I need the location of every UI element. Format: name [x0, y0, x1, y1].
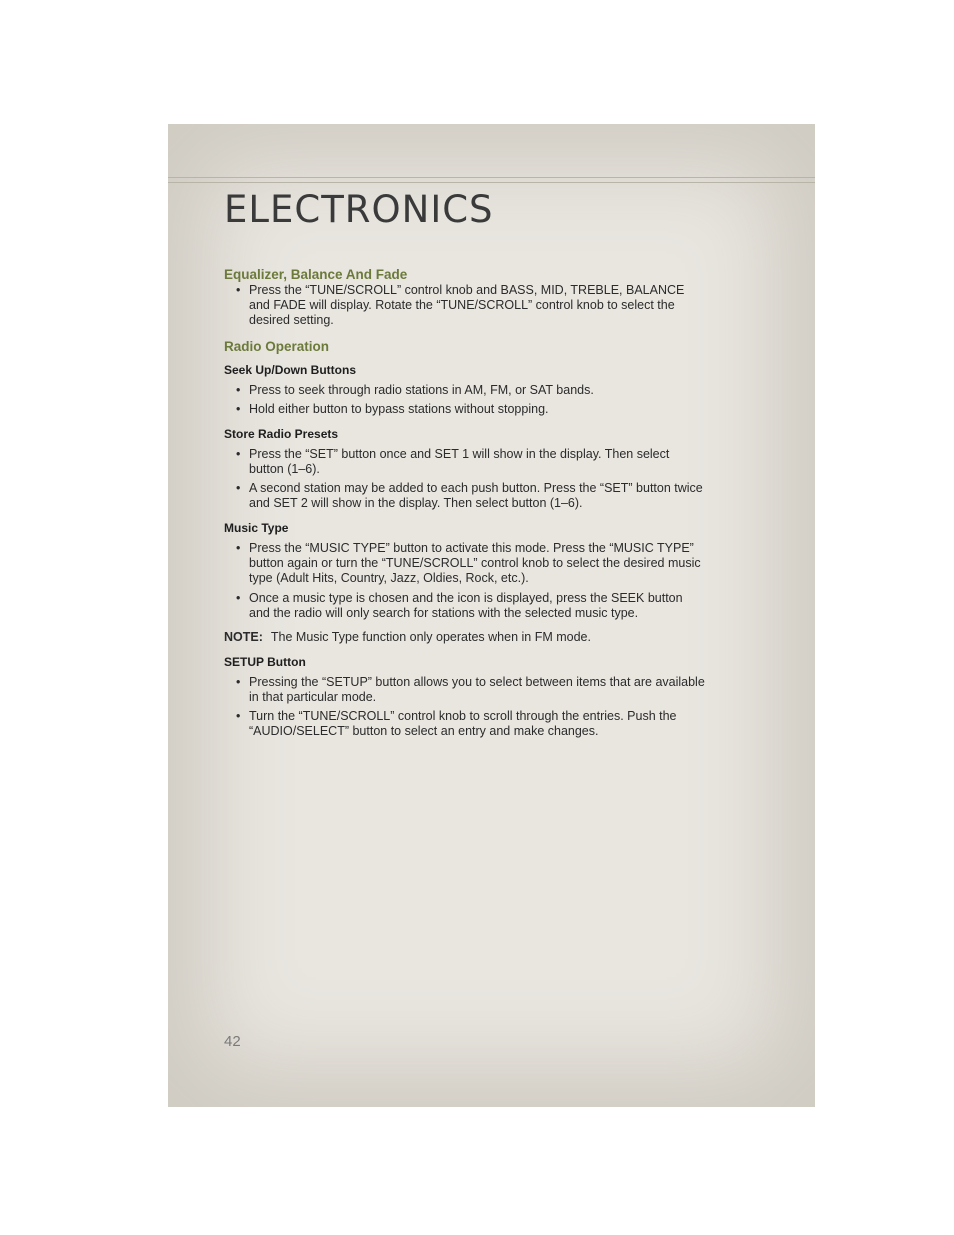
list-item: • Once a music type is chosen and the icon is displayed, press the SEEK button and the radio will only search for stations with the selected music type.: [236, 591, 683, 620]
subheading-music-type: Music Type: [224, 521, 289, 535]
bullet-icon: •: [236, 675, 241, 689]
bullet-icon: •: [236, 402, 241, 416]
subheading-seek: Seek Up/Down Buttons: [224, 363, 357, 377]
header-rule-top: [168, 177, 815, 178]
header-rule-bottom: [168, 182, 815, 183]
music-type-list: [224, 541, 706, 621]
bullet-icon: •: [236, 541, 241, 555]
bullet-icon: •: [236, 447, 241, 461]
page-number: 42: [224, 1033, 241, 1050]
page-content: [224, 266, 706, 739]
presets-list: [224, 447, 706, 511]
list-item: • Pressing the “SETUP” button allows you to select between items that are available in that particular mode.: [236, 675, 705, 704]
note-label: NOTE:: [224, 630, 263, 644]
list-item: • Press the “SET” button once and SET 1 will show in the display. Then select button (1–6).: [236, 447, 670, 476]
bullet-icon: •: [236, 481, 241, 495]
list-item: • Press the “MUSIC TYPE” button to activate this mode. Press the “MUSIC TYPE” button again or turn the “TUNE/SCROLL” control knob to select the desired music type (Adult Hits, Country, Jazz, Oldies, Rock, etc.).: [236, 541, 701, 585]
page-title: ELECTRONICS: [224, 188, 494, 231]
list-item: • Turn the “TUNE/SCROLL” control knob to scroll through the entries. Push the “AUDIO/SELECT” button to select an entry and make changes.: [236, 709, 677, 738]
subheading-presets: Store Radio Presets: [224, 427, 339, 441]
note: [224, 630, 706, 645]
list-item: • Press to seek through radio stations in AM, FM, or SAT bands.: [236, 383, 594, 397]
bullet-icon: •: [236, 283, 241, 297]
list-item: • Press the “TUNE/SCROLL” control knob and BASS, MID, TREBLE, BALANCE and FADE will display. Rotate the “TUNE/SCROLL” control knob to select the desired setting.: [236, 283, 685, 327]
list-item: • A second station may be added to each push button. Press the “SET” button twice and SET 2 will show in the display. Then select button (1–6).: [236, 481, 703, 510]
manual-page: [168, 124, 815, 1107]
bullet-icon: •: [236, 709, 241, 723]
section-heading-equalizer: Equalizer, Balance And Fade: [224, 267, 408, 282]
section-heading-radio-operation: Radio Operation: [224, 339, 330, 354]
bullet-icon: •: [236, 591, 241, 605]
setup-list: [224, 675, 706, 739]
list-item: • Hold either button to bypass stations without stopping.: [236, 402, 549, 416]
seek-list: [224, 383, 706, 417]
subheading-setup: SETUP Button: [224, 655, 306, 669]
note-text: The Music Type function only operates when in FM mode.: [270, 630, 591, 644]
equalizer-list: [224, 283, 706, 328]
bullet-icon: •: [236, 383, 241, 397]
